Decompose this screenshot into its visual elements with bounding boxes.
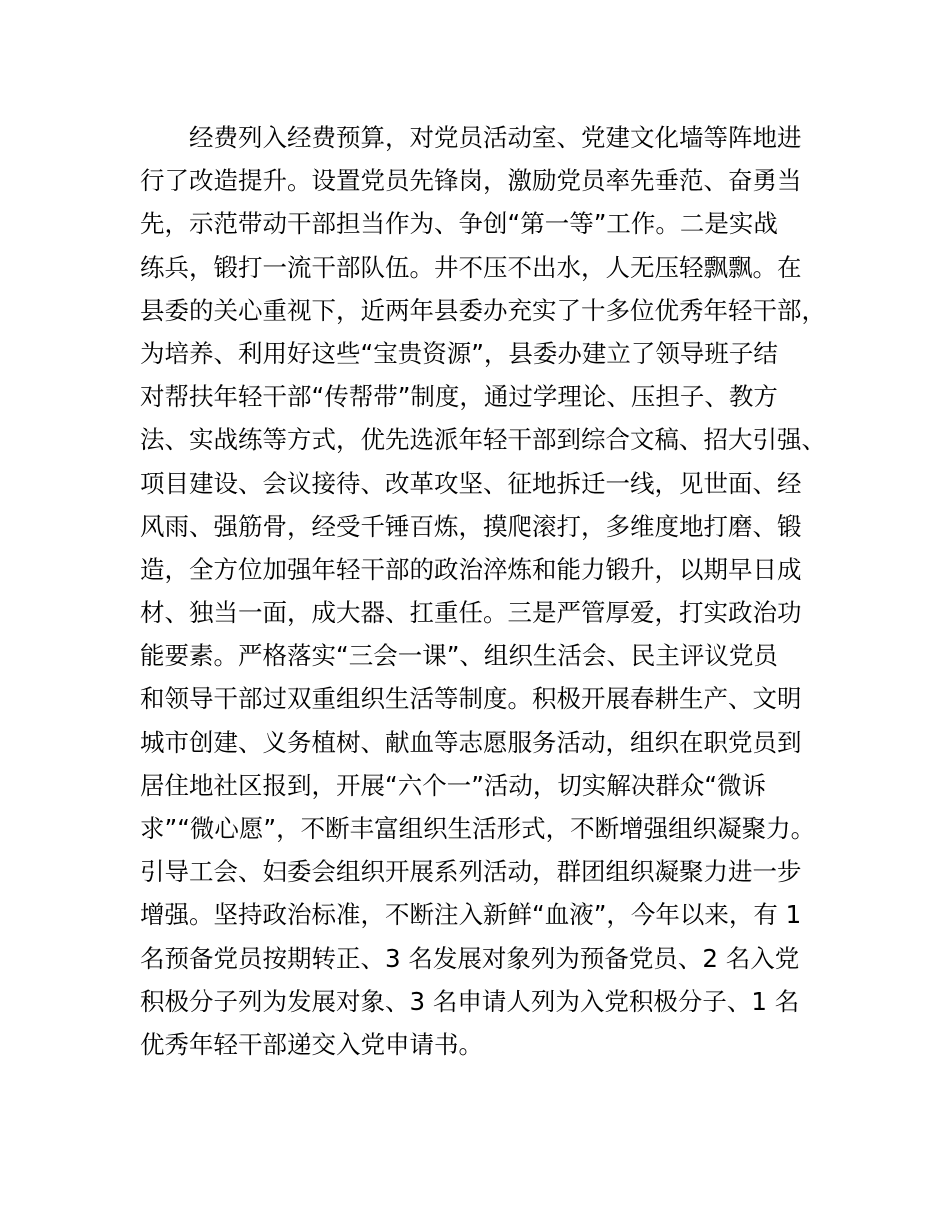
text-line: 造，全方位加强年轻干部的政治淬炼和能力锻升，以期早日成 [140, 554, 802, 584]
text-line: 求”“微心愿”，不断丰富组织生活形式，不断增强组织凝聚力。 [140, 814, 816, 843]
text-line: 名预备党员按期转正、3 名发展对象列为预备党员、2 名入党 [140, 943, 800, 973]
text-line: 材、独当一面，成大器、扛重任。三是严管厚爱，打实政治功 [140, 598, 802, 628]
text-line: 项目建设、会议接待、改革攻坚、征地拆迁一线，见世面、经 [140, 468, 802, 498]
text-line: 能要素。严格落实“三会一课”、组织生活会、民主评议党员 [140, 641, 778, 671]
text-line: 经费列入经费预算，对党员活动室、党建文化墙等阵地进 [189, 123, 802, 152]
text-line: 和领导干部过双重组织生活等制度。积极开展春耕生产、文明 [140, 684, 802, 714]
text-line: 风雨、强筋骨，经受千锤百炼，摸爬滚打，多维度地打磨、锻 [140, 511, 802, 541]
text-line: 对帮扶年轻干部“传帮带”制度，通过学理论、压担子、教方 [140, 382, 778, 412]
text-line: 增强。坚持政治标准，不断注入新鲜“血液”，今年以来，有 1 [140, 900, 802, 930]
text-line: 练兵，锻打一流干部队伍。井不压不出水，人无压轻飘飘。在 [140, 252, 802, 282]
text-line: 县委的关心重视下，近两年县委办充实了十多位优秀年轻干部， [140, 295, 826, 325]
text-line: 行了改造提升。设置党员先锋岗，激励党员率先垂范、奋勇当 [140, 166, 802, 196]
text-line: 居住地社区报到，开展“六个一”活动，切实解决群众“微诉 [140, 770, 767, 800]
text-line: 为培养、利用好这些“宝贵资源”，县委办建立了领导班子结 [140, 338, 778, 368]
text-line: 引导工会、妇委会组织开展系列活动，群团组织凝聚力进一步 [140, 857, 802, 887]
text-line: 法、实战练等方式，优先选派年轻干部到综合文稿、招大引强、 [140, 425, 826, 455]
text-line: 先，示范带动干部担当作为、争创“第一等”工作。二是实战 [140, 209, 778, 239]
body-paragraph [140, 116, 840, 1066]
text-line: 城市创建、义务植树、献血等志愿服务活动，组织在职党员到 [140, 727, 802, 757]
text-line: 优秀年轻干部递交入党申请书。 [140, 1029, 483, 1059]
text-line: 积极分子列为发展对象、3 名申请人列为入党积极分子、1 名 [140, 986, 800, 1016]
